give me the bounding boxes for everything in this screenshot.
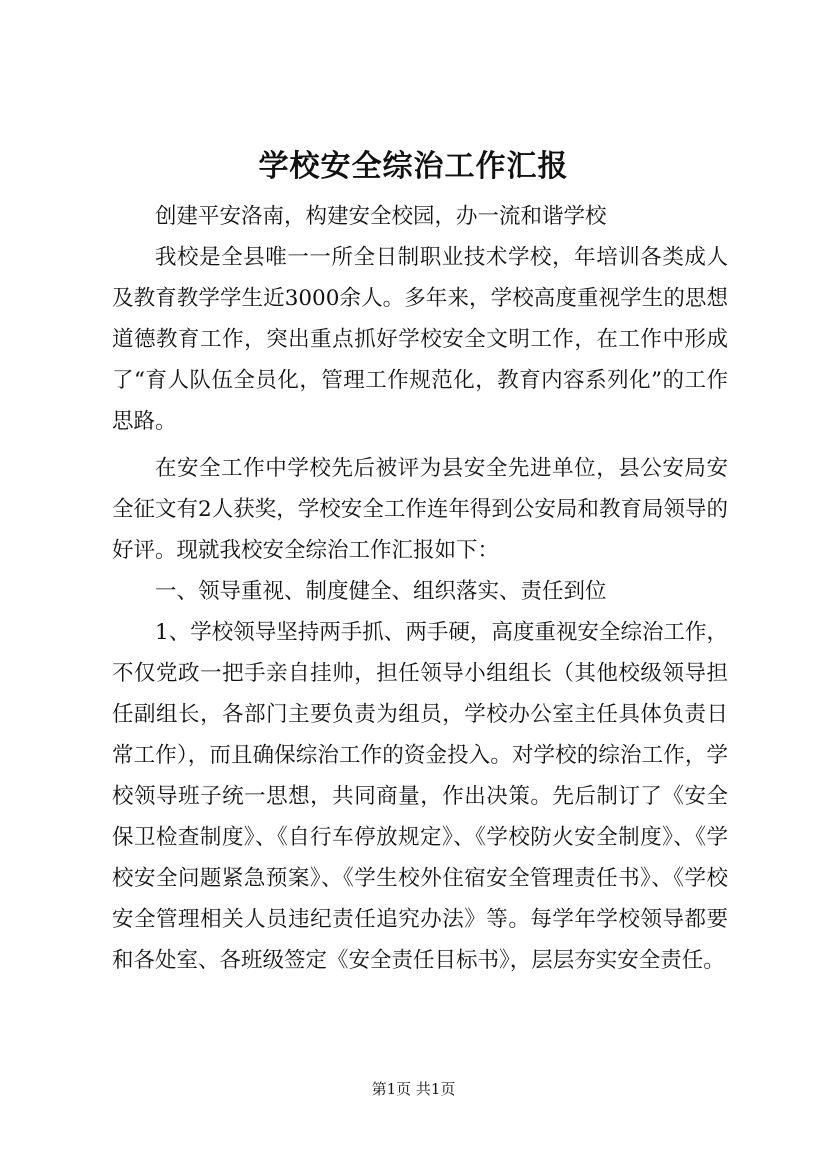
section-heading-1: 一、领导重视、制度健全、组织落实、责任到位 — [155, 579, 607, 604]
document-title: 学校安全综治工作汇报 — [258, 149, 569, 184]
paragraph-leadership: 1、学校领导坚持两手抓、两手硬，高度重视安全综治工作，不仅党政一把手亲自挂帅，担任领导小组组长（其他校级领导担任副组长，各部门主要负责为组员，学校办公室主任具体负责日常工作），而且确保综治工作的资金投入。对学校的综治工作，学校领导班子统一思想，共同商量，作出决策。先后制订了《安全保卫检查制度》、《自行车停放规定》、《学校防火安全制度》、《学校安全问题紧急预案》、《学生校外住宿安全管理责任书》、《学校安全管理相关人员违纪责任追究办法》等。每学年学校领导都要和各处室、各班级签定《安全责任目标书》，层层夯实安全责任。 — [112, 620, 728, 973]
paragraph-slogan: 创建平安洛南，构建安全校园，办一流和谐学校 — [155, 204, 607, 229]
paragraph-honors: 在安全工作中学校先后被评为县安全先进单位，县公安局安全征文有2人获奖，学校安全工作连年得到公安局和教育局领导的好评。现就我校安全综治工作汇报如下： — [112, 456, 728, 563]
page-footer: 第1页 共1页 — [371, 1080, 456, 1098]
document-body — [112, 196, 728, 987]
paragraph-intro: 我校是全县唯一一所全日制职业技术学校，年培训各类成人及教育教学学生近3000余人。多年来，学校高度重视学生的思想道德教育工作，突出重点抓好学校安全文明工作，在工作中形成了“育人队伍全员化，管理工作规范化，教育内容系列化”的工作思路。 — [112, 245, 728, 434]
